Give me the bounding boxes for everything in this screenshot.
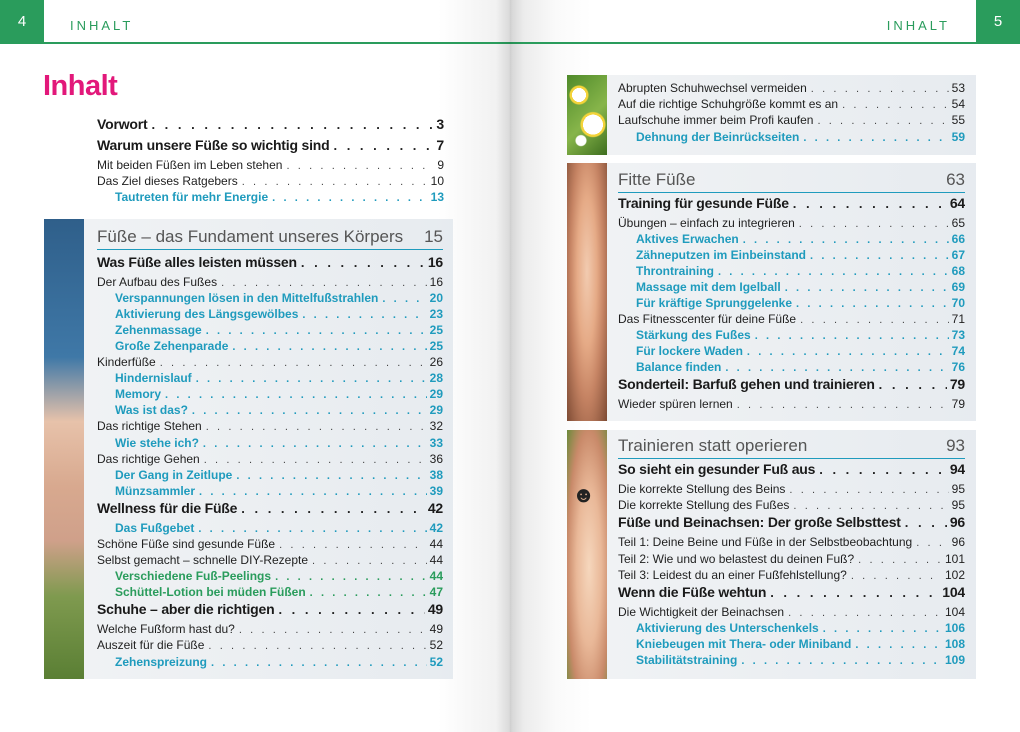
toc-entry: [97, 452, 443, 468]
toc-entry: [97, 638, 443, 654]
toc-entry: [618, 280, 965, 296]
toc-entry: [618, 397, 965, 413]
section-fitte-fuesse: [567, 163, 976, 421]
right-page-header: [510, 0, 1020, 44]
toc-leader-dots: [901, 515, 947, 530]
toc-leader-dots: [847, 570, 942, 582]
toc-leader-dots: [806, 250, 949, 262]
toc-leader-dots: [204, 640, 426, 652]
section-page-2: 63: [946, 170, 965, 189]
section-trainieren: [567, 430, 976, 679]
toc-entry-page: 29: [429, 403, 443, 418]
toc-entry-title: So sieht ein gesunder Fuß aus: [618, 461, 816, 477]
toc-entry-page: 44: [429, 569, 443, 584]
toc-leader-dots: [199, 438, 427, 450]
toc-entry: [618, 248, 965, 264]
toc-leader-dots: [202, 421, 427, 433]
toc-leader-dots: [789, 500, 948, 512]
toc-entry: [618, 130, 965, 146]
toc-entry-page: 20: [429, 291, 443, 306]
toc-entry-page: 104: [942, 583, 965, 600]
left-page-number: 4: [0, 0, 44, 44]
toc-entry-title: Teil 2: Wie und wo belastest du deinen Fuß?: [618, 551, 855, 566]
toc-entry-title: Aktivierung des Unterschenkels: [636, 621, 819, 636]
toc-entry: [97, 116, 444, 137]
toc-entry: [97, 468, 443, 484]
toc-entry: [97, 158, 444, 174]
toc-entry-title: Vorwort: [97, 116, 148, 132]
toc-entry-title: Training für gesunde Füße: [618, 195, 789, 211]
toc-entry: [618, 328, 965, 344]
toc-entry: [618, 584, 965, 605]
toc-entry: [97, 569, 443, 585]
toc-entry-title: Übungen – einfach zu integrieren: [618, 216, 795, 230]
toc-entry: [618, 637, 965, 653]
toc-entry-title: Kinderfüße: [97, 355, 156, 370]
toc-entry-page: 52: [429, 654, 443, 669]
toc-entry-title: Stärkung des Fußes: [636, 328, 751, 343]
toc-entry-title: Die korrekte Stellung des Beins: [618, 482, 786, 496]
toc-leader-dots: [207, 657, 427, 669]
toc-entry: [97, 537, 443, 553]
toc-entry-title: Schüttel-Lotion bei müden Füßen: [115, 585, 306, 600]
toc-continued: [618, 81, 965, 146]
toc-entry-page: 32: [429, 419, 443, 434]
section-title: Füße – das Fundament unseres Körpers: [97, 227, 404, 246]
toc-entry-page: 102: [944, 567, 965, 582]
toc-entry-page: 59: [951, 129, 965, 144]
toc-leader-dots: [217, 277, 427, 289]
toc-entry: [97, 275, 443, 291]
toc-entry-page: 70: [951, 296, 965, 311]
toc-entry-page: 7: [436, 137, 444, 153]
toc-leader-dots: [751, 330, 949, 342]
toc-entry: [97, 339, 443, 355]
toc-entry-title: Das Fußgebet: [115, 520, 195, 535]
section-page: 15: [424, 227, 443, 246]
toc-entry: [97, 655, 443, 671]
toc-entry-title: Kniebeugen mit Thera- oder Miniband: [636, 637, 852, 652]
toc-entry-title: Wie stehe ich?: [115, 435, 199, 450]
toc-entry: [97, 500, 443, 521]
toc-leader-dots: [813, 115, 948, 127]
toc-entry-page: 79: [949, 376, 965, 393]
toc-leader-dots: [298, 309, 426, 321]
toc-entry-page: 28: [429, 371, 443, 386]
toc-leader-dots: [838, 99, 949, 111]
toc-leader-dots: [271, 571, 427, 583]
toc-entry: [97, 484, 443, 500]
toc-leader-dots: [733, 399, 949, 411]
toc-entry-page: 16: [427, 254, 443, 270]
toc-entry: [97, 403, 443, 419]
toc-leader-dots: [795, 218, 949, 230]
toc-entry-title: Verspannungen lösen in den Mittelfußstrahlen: [115, 291, 379, 306]
toc-entry: [618, 360, 965, 376]
toc-leader-dots: [147, 117, 433, 132]
toc-leader-dots: [854, 554, 942, 566]
toc-leader-dots: [378, 293, 426, 305]
toc-entry: [618, 461, 965, 482]
toc-entry-title: Selbst gemacht – schnelle DIY-Rezepte: [97, 552, 309, 567]
toc-leader-dots: [329, 138, 433, 153]
toc-leader-dots: [784, 607, 942, 619]
toc-leader-dots: [202, 325, 427, 337]
toc-section-1: [97, 254, 443, 671]
section-photo-face: [567, 163, 607, 421]
toc-leader-dots: [737, 655, 942, 667]
toc-leader-dots: [237, 501, 425, 516]
toc-entry: [618, 605, 965, 621]
toc-entry: [618, 568, 965, 584]
toc-entry-title: Die Wichtigkeit der Beinachsen: [618, 604, 785, 619]
toc-entry-title: Verschiedene Fuß-Peelings: [115, 569, 272, 584]
toc-entry-title: Schuhe – aber die richtigen: [97, 601, 275, 618]
toc-entry-page: 55: [951, 113, 965, 128]
toc-leader-dots: [228, 341, 426, 353]
toc-entry-page: 65: [951, 216, 965, 230]
toc-entry: [618, 482, 965, 498]
toc-entry-title: Große Zehenparade: [115, 339, 229, 354]
toc-entry-title: Warum unsere Füße so wichtig sind: [97, 137, 330, 153]
toc-leader-dots: [156, 357, 427, 369]
toc-leader-dots: [875, 377, 947, 392]
toc-leader-dots: [819, 623, 942, 635]
toc-entry: [618, 653, 965, 669]
toc-entry: [618, 195, 965, 216]
section-page-3: 93: [946, 436, 965, 455]
toc-entry: [618, 344, 965, 360]
toc-leader-dots: [781, 282, 949, 294]
right-header-title: INHALT: [886, 18, 950, 33]
toc-entry-page: 26: [429, 355, 443, 370]
toc-entry-page: 71: [951, 312, 965, 327]
toc-entry-page: 101: [944, 551, 965, 566]
right-page: [510, 0, 1020, 732]
toc-entry-page: 13: [430, 190, 444, 205]
section-photo-toe: [567, 430, 607, 679]
toc-entry: [618, 97, 965, 113]
left-page-header: [0, 0, 510, 44]
toc-leader-dots: [815, 462, 947, 477]
toc-leader-dots: [200, 454, 427, 466]
toc-entry-title: Teil 3: Leidest du an einer Fußfehlstellung?: [618, 567, 847, 582]
toc-entry-page: 10: [430, 174, 444, 189]
toc-entry: [97, 387, 443, 403]
toc-entry-page: 25: [429, 339, 443, 354]
section-fundament: [44, 219, 453, 679]
toc-entry-page: 16: [429, 275, 443, 289]
toc-entry-title: Auf die richtige Schuhgröße kommt es an: [618, 97, 839, 112]
toc-entry: [618, 498, 965, 514]
toc-entry-title: Das Fitnesscenter für deine Füße: [618, 312, 797, 327]
toc-entry-page: 36: [429, 451, 443, 466]
toc-entry: [97, 622, 443, 638]
toc-entry-page: 79: [951, 397, 965, 412]
toc-leader-dots: [192, 373, 427, 385]
toc-entry-title: Was Füße alles leisten müssen: [97, 254, 297, 270]
toc-entry-title: Abrupten Schuhwechsel vermeiden: [618, 81, 807, 95]
toc-entry: [618, 514, 965, 535]
toc-leader-dots: [851, 639, 942, 651]
toc-section-2: [618, 195, 965, 414]
toc-leader-dots: [274, 602, 424, 617]
toc-entry-page: 76: [951, 360, 965, 375]
toc-entry: [97, 521, 443, 537]
toc-entry-page: 95: [951, 482, 965, 496]
toc-leader-dots: [275, 539, 427, 551]
toc-leader-dots: [194, 523, 426, 535]
smiley-face-icon: ☻: [572, 482, 596, 507]
toc-entry: [618, 552, 965, 568]
section-heading-3: [618, 436, 965, 459]
toc-entry-title: Der Gang in Zeitlupe: [115, 467, 233, 482]
section-heading-2: [618, 170, 965, 193]
toc-entry-title: Was ist das?: [115, 403, 188, 418]
toc-entry: [618, 535, 965, 551]
toc-entry-title: Balance finden: [636, 360, 722, 375]
toc-intro: [97, 116, 444, 206]
toc-entry-title: Mit beiden Füßen im Leben stehen: [97, 158, 283, 172]
toc-entry-title: Hindernislauf: [115, 371, 192, 386]
toc-entry-title: Wieder spüren lernen: [618, 397, 733, 412]
toc-entry: [97, 137, 444, 158]
toc-entry: [618, 376, 965, 397]
toc-entry-title: Schöne Füße sind gesunde Füße: [97, 536, 276, 551]
toc-entry: [97, 190, 444, 206]
toc-entry-page: 108: [944, 637, 965, 652]
toc-leader-dots: [766, 585, 939, 600]
toc-entry-page: 44: [429, 536, 443, 551]
left-header-title: INHALT: [70, 18, 134, 33]
toc-entry-page: 39: [429, 483, 443, 498]
toc-leader-dots: [308, 555, 427, 567]
section-photo-daisies: [567, 75, 607, 155]
toc-entry-page: 29: [429, 387, 443, 402]
toc-leader-dots: [306, 587, 427, 599]
toc-leader-dots: [238, 176, 428, 188]
toc-entry: [618, 621, 965, 637]
toc-entry-page: 96: [949, 514, 965, 531]
section-title-3: Trainieren statt operieren: [618, 436, 808, 455]
toc-leader-dots: [912, 537, 948, 549]
toc-entry-page: 52: [429, 638, 443, 653]
section-heading: [97, 227, 443, 250]
toc-section-3: [618, 461, 965, 669]
toc-entry-title: Sonderteil: Barfuß gehen und trainieren: [618, 376, 875, 393]
toc-entry-page: 38: [429, 467, 443, 482]
toc-entry-page: 3: [436, 116, 444, 132]
toc-entry-title: Münzsammler: [115, 483, 196, 498]
section-photo-feet: [44, 219, 84, 679]
toc-entry: [618, 81, 965, 97]
toc-entry-page: 66: [951, 232, 965, 247]
toc-entry-page: 67: [951, 248, 965, 263]
toc-leader-dots: [785, 484, 948, 496]
toc-entry-page: 96: [951, 535, 965, 550]
toc-entry-page: 74: [951, 344, 965, 359]
toc-entry-title: Memory: [115, 387, 162, 402]
toc-entry-page: 69: [951, 280, 965, 295]
toc-entry-page: 54: [951, 97, 965, 112]
toc-entry-title: Stabilitätstraining: [636, 653, 738, 668]
toc-entry: [97, 419, 443, 435]
toc-entry-title: Dehnung der Beinrückseiten: [636, 129, 800, 144]
toc-entry-page: 23: [429, 307, 443, 322]
toc-entry: [97, 174, 444, 190]
toc-entry: [97, 436, 443, 452]
toc-entry-page: 104: [944, 604, 965, 619]
toc-entry: [618, 264, 965, 280]
toc-entry: [97, 585, 443, 601]
toc-leader-dots: [743, 346, 949, 358]
toc-entry: [97, 307, 443, 323]
toc-entry: [618, 232, 965, 248]
toc-entry-title: Tautreten für mehr Energie: [115, 190, 269, 205]
toc-entry-title: Das richtige Stehen: [97, 419, 202, 434]
toc-entry-title: Das Ziel dieses Ratgebers: [97, 174, 238, 189]
toc-entry-page: 47: [429, 585, 443, 600]
toc-entry-page: 53: [951, 81, 965, 95]
toc-entry-title: Füße und Beinachsen: Der große Selbsttest: [618, 514, 901, 531]
toc-entry: [97, 371, 443, 387]
toc-entry: [97, 553, 443, 569]
book-gutter-shadow: [496, 0, 524, 732]
toc-entry-title: Teil 1: Deine Beine und Füße in der Selbstbeobachtung: [618, 535, 913, 550]
toc-entry-page: 44: [429, 552, 443, 567]
toc-entry-title: Für kräftige Sprunggelenke: [636, 296, 793, 311]
toc-entry-page: 73: [951, 328, 965, 343]
toc-leader-dots: [235, 624, 427, 636]
toc-entry-title: Wenn die Füße wehtun: [618, 583, 767, 600]
toc-entry: [97, 355, 443, 371]
toc-entry-page: 94: [949, 461, 965, 477]
toc-leader-dots: [739, 234, 949, 246]
toc-entry-page: 68: [951, 264, 965, 279]
toc-entry: [618, 216, 965, 232]
toc-entry-title: Laufschuhe immer beim Profi kaufen: [618, 113, 814, 128]
toc-leader-dots: [796, 314, 949, 326]
toc-entry-title: Aktives Erwachen: [636, 232, 739, 247]
toc-leader-dots: [789, 196, 947, 211]
toc-entry-page: 49: [429, 622, 443, 637]
toc-entry: [618, 312, 965, 328]
toc-entry-page: 42: [427, 499, 443, 516]
toc-entry-title: Der Aufbau des Fußes: [97, 275, 218, 289]
toc-entry-title: Die korrekte Stellung des Fußes: [618, 498, 790, 513]
toc-leader-dots: [297, 255, 425, 270]
toc-entry-title: Zähneputzen im Einbeinstand: [636, 248, 807, 263]
toc-leader-dots: [188, 405, 427, 417]
toc-leader-dots: [792, 298, 949, 310]
toc-entry-title: Zehenspreizung: [115, 654, 208, 669]
toc-leader-dots: [799, 132, 948, 144]
toc-entry-title: Zehenmassage: [115, 323, 202, 338]
section-continued: [567, 75, 976, 155]
toc-entry-title: Für lockere Waden: [636, 344, 743, 359]
toc-entry-title: Throntraining: [636, 264, 714, 279]
toc-entry-page: 33: [429, 435, 443, 450]
toc-leader-dots: [282, 160, 434, 172]
toc-leader-dots: [268, 192, 428, 204]
toc-entry-title: Wellness für die Füße: [97, 499, 238, 516]
toc-entry: [618, 113, 965, 129]
toc-entry-page: 9: [437, 158, 444, 172]
toc-leader-dots: [161, 389, 427, 401]
toc-entry-page: 64: [949, 195, 965, 211]
toc-entry-page: 109: [944, 653, 965, 668]
toc-entry-title: Massage mit dem Igelball: [636, 280, 781, 295]
toc-entry: [97, 601, 443, 622]
toc-leader-dots: [195, 486, 427, 498]
toc-entry-page: 25: [429, 323, 443, 338]
toc-entry: [97, 323, 443, 339]
toc-entry-title: Auszeit für die Füße: [97, 638, 205, 653]
right-page-number: 5: [976, 0, 1020, 44]
toc-entry-page: 106: [944, 621, 965, 636]
toc-entry-page: 42: [429, 520, 443, 535]
toc-leader-dots: [807, 83, 949, 95]
toc-entry: [97, 254, 443, 275]
toc-leader-dots: [714, 266, 949, 278]
toc-entry-page: 95: [951, 498, 965, 513]
toc-leader-dots: [232, 470, 426, 482]
toc-entry: [97, 291, 443, 307]
toc-leader-dots: [721, 362, 948, 374]
toc-entry-title: Aktivierung des Längsgewölbes: [115, 307, 299, 322]
toc-entry-page: 49: [427, 601, 443, 618]
toc-entry-title: Welche Fußform hast du?: [97, 622, 235, 637]
page-title: Inhalt: [43, 70, 118, 102]
section-title-2: Fitte Füße: [618, 170, 696, 189]
toc-entry-title: Das richtige Gehen: [97, 451, 200, 466]
toc-entry: [618, 296, 965, 312]
